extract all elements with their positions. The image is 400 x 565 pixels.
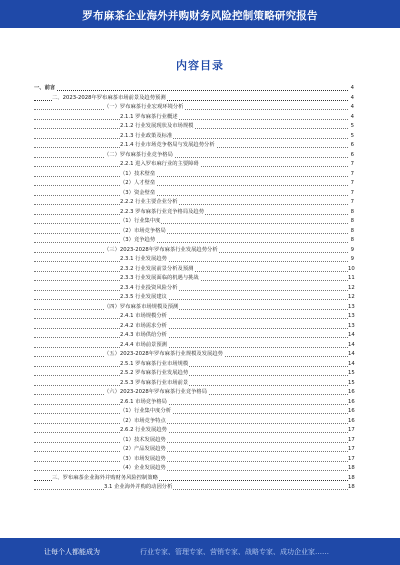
toc-entry-label: 2.3.1 行业发展趋势 (120, 255, 168, 265)
toc-entry-page: 7 (348, 189, 354, 199)
toc-entry[interactable] (34, 331, 354, 341)
dot-leader (34, 318, 348, 319)
header-bar (0, 0, 400, 28)
toc-entry-label: 2.1.2 行业发展现状及市场规模 (120, 122, 194, 132)
toc-entry[interactable] (34, 227, 354, 237)
toc-entry-page: 15 (348, 369, 354, 379)
dot-leader (34, 138, 348, 139)
toc-entry-page: 9 (348, 246, 354, 256)
toc-entry-page: 15 (348, 379, 354, 389)
toc-entry-label: 一、前言 (34, 84, 56, 94)
dot-leader (34, 337, 348, 338)
toc-entry-page: 4 (348, 94, 354, 104)
toc-entry-label: 2.3.4 行业投资风险分析 (120, 284, 179, 294)
toc-entry[interactable] (34, 312, 354, 322)
toc-entry-label: （五）2023-2028年罗布麻茶行业规模及发展趋势 (104, 350, 224, 360)
toc-entry-page: 17 (348, 436, 354, 446)
toc-entry-page: 4 (348, 84, 354, 94)
toc-entry-page: 16 (348, 398, 354, 408)
toc-entry[interactable] (34, 445, 354, 455)
toc-entry[interactable] (34, 322, 354, 332)
toc-heading: 内容目录 (176, 59, 224, 72)
toc-entry[interactable] (34, 360, 354, 370)
toc-entry[interactable] (34, 303, 354, 313)
dot-leader (34, 347, 348, 348)
toc-entry[interactable] (34, 132, 354, 142)
toc-entry-page: 9 (348, 255, 354, 265)
toc-entry-page: 16 (348, 407, 354, 417)
toc-entry-page: 18 (348, 464, 354, 474)
toc-entry[interactable] (34, 84, 354, 94)
toc-entry-page: 8 (348, 208, 354, 218)
toc-entry-page: 12 (348, 293, 354, 303)
toc-entry[interactable] (34, 113, 354, 123)
toc-entry-label: 2.2.1 进入罗布麻行业的主要障碍 (120, 160, 200, 170)
toc-entry-label: 2.3.3 行业发展面临的机遇与挑战 (120, 274, 200, 284)
toc-entry-label: （2）市场竞争特点 (120, 417, 167, 427)
toc-entry-label: （1）技术发展趋势 (120, 436, 167, 446)
toc-entry-page: 17 (348, 426, 354, 436)
report-title: 罗布麻茶企业海外并购财务风险控制策略研究报告 (82, 10, 318, 22)
toc-entry-label: 2.2.2 行业主要企业分析 (120, 198, 179, 208)
toc-entry[interactable] (34, 265, 354, 275)
dot-leader (34, 223, 348, 224)
toc-entry-page: 7 (348, 179, 354, 189)
toc-entry[interactable] (34, 379, 354, 389)
toc-entry[interactable] (34, 170, 354, 180)
toc-entry[interactable] (34, 293, 354, 303)
toc-entry[interactable] (34, 426, 354, 436)
toc-entry-page: 7 (348, 160, 354, 170)
toc-entry[interactable] (34, 474, 354, 484)
toc-entry-page: 13 (348, 312, 354, 322)
toc-entry-page: 13 (348, 322, 354, 332)
dot-leader (34, 404, 348, 405)
toc-entry-label: 2.4.3 市场供给分析 (120, 331, 168, 341)
dot-leader (34, 442, 348, 443)
toc-entry[interactable] (34, 483, 354, 493)
toc-entry-label: 二、2023-2028年罗布麻茶市场前景及趋势预测 (52, 94, 167, 104)
toc-entry-page: 17 (348, 455, 354, 465)
dot-leader (34, 233, 348, 234)
toc-entry-label: 2.5.2 罗布麻茶行业发展趋势 (120, 369, 189, 379)
toc-entry-label: 2.3.2 行业发展前景分析及预测 (120, 265, 194, 275)
toc-entry-page: 14 (348, 341, 354, 351)
toc-entry[interactable] (34, 217, 354, 227)
toc-entry-page: 6 (348, 141, 354, 151)
dot-leader (34, 204, 348, 205)
toc-entry-page: 7 (348, 170, 354, 180)
toc-entry[interactable] (34, 436, 354, 446)
toc-entry-page: 14 (348, 350, 354, 360)
toc-entry[interactable] (34, 255, 354, 265)
toc-entry-label: （三）2023-2028年罗布麻茶行业发展趋势分析 (104, 246, 219, 256)
toc-entry-page: 16 (348, 417, 354, 427)
dot-leader (34, 366, 348, 367)
toc-entry-page: 14 (348, 331, 354, 341)
dot-leader (34, 375, 348, 376)
toc-entry[interactable] (34, 388, 354, 398)
toc-entry-page: 8 (348, 236, 354, 246)
toc-entry[interactable] (34, 464, 354, 474)
dot-leader (34, 385, 348, 386)
toc-entry[interactable] (34, 208, 354, 218)
toc-entry-label: （1）技术壁垒 (120, 170, 156, 180)
toc-entry-label: 3.1 企业海外并购的动因分析 (104, 483, 173, 493)
footer-slogan: 让每个人都能成为 (44, 548, 100, 556)
toc-entry[interactable] (34, 179, 354, 189)
toc-entry-page: 18 (348, 474, 354, 484)
toc-entry[interactable] (34, 151, 354, 161)
dot-leader (34, 423, 348, 424)
toc-entry-page: 12 (348, 284, 354, 294)
toc-entry-page: 10 (348, 265, 354, 275)
dot-leader (34, 290, 348, 291)
toc-entry[interactable] (34, 141, 354, 151)
toc-entry-page: 4 (348, 103, 354, 113)
toc-entry[interactable] (34, 94, 354, 104)
dot-leader (34, 242, 348, 243)
toc-entry[interactable] (34, 398, 354, 408)
dot-leader (34, 328, 348, 329)
toc-entry-label: （4）企业发展趋势 (120, 464, 167, 474)
toc-entry-label: 2.6.2 行业发展趋势 (120, 426, 168, 436)
dot-leader (34, 451, 348, 452)
dot-leader (34, 109, 348, 110)
dot-leader (34, 90, 348, 91)
toc-entry-label: （一）罗布麻茶行业宏观环境分析 (104, 103, 184, 113)
toc-entry[interactable] (34, 236, 354, 246)
toc-entry-page: 18 (348, 483, 354, 493)
footer-bar (0, 538, 400, 565)
dot-leader (34, 461, 348, 462)
toc-entry-label: （2）市场竞争格局 (120, 227, 167, 237)
toc-entry-label: （二）罗布麻茶行业竞争格局 (104, 151, 174, 161)
toc-entry-page: 14 (348, 360, 354, 370)
toc-entry-page: 6 (348, 151, 354, 161)
toc-entry[interactable] (34, 407, 354, 417)
dot-leader (34, 195, 348, 196)
dot-leader (34, 157, 348, 158)
toc-entry[interactable] (34, 189, 354, 199)
toc-entry-page: 8 (348, 217, 354, 227)
table-of-contents (34, 84, 354, 493)
toc-entry-label: （四）罗布麻茶市场规模及预测 (104, 303, 179, 313)
toc-entry[interactable] (34, 350, 354, 360)
toc-entry[interactable] (34, 103, 354, 113)
toc-entry-page: 16 (348, 388, 354, 398)
dot-leader (34, 261, 348, 262)
toc-entry-label: 2.2.3 罗布麻茶行业竞争格局及趋势 (120, 208, 205, 218)
toc-entry[interactable] (34, 198, 354, 208)
toc-entry[interactable] (34, 284, 354, 294)
toc-entry-label: 2.5.1 罗布麻茶行业市场规模 (120, 360, 189, 370)
toc-entry-label: 2.1.4 行业市场竞争格局与发展趋势分析 (120, 141, 216, 151)
dot-leader (34, 432, 348, 433)
toc-entry-label: （六）2023-2028年罗布麻茶行业竞争格局 (104, 388, 208, 398)
toc-entry-page: 4 (348, 113, 354, 123)
dot-leader (34, 413, 348, 414)
dot-leader (34, 470, 348, 471)
toc-entry-label: （3）市场发展趋势 (120, 455, 167, 465)
dot-leader (34, 185, 348, 186)
toc-entry[interactable] (34, 246, 354, 256)
dot-leader (34, 176, 348, 177)
toc-entry-label: （3）竞争趋势 (120, 236, 156, 246)
dot-leader (34, 309, 348, 310)
toc-entry[interactable] (34, 455, 354, 465)
toc-entry-page: 13 (348, 303, 354, 313)
dot-leader (34, 489, 348, 490)
toc-entry-label: 2.4.1 市场规模分析 (120, 312, 168, 322)
toc-entry[interactable] (34, 341, 354, 351)
toc-entry-label: 2.4.2 市场需求分析 (120, 322, 168, 332)
toc-entry-label: （2）产品发展趋势 (120, 445, 167, 455)
toc-entry-page: 17 (348, 445, 354, 455)
toc-entry-page: 8 (348, 227, 354, 237)
footer-tagline: 行业专家、管理专家、营销专家、战略专家、成功企业家…… (140, 548, 329, 556)
toc-entry-label: 2.4.4 市场前景预测 (120, 341, 168, 351)
toc-entry[interactable] (34, 369, 354, 379)
toc-entry-label: 2.6.1 市场竞争格局 (120, 398, 168, 408)
toc-entry-page: 11 (348, 274, 354, 284)
toc-entry[interactable] (34, 160, 354, 170)
toc-entry-label: （1）行业集中度 (120, 217, 161, 227)
toc-entry[interactable] (34, 417, 354, 427)
toc-entry-label: 2.1.3 行业政策及标准 (120, 132, 173, 142)
dot-leader (34, 119, 348, 120)
toc-entry-label: 2.5.3 罗布麻茶行业市场前景 (120, 379, 189, 389)
toc-entry-page: 7 (348, 198, 354, 208)
toc-entry-label: （2）人才壁垒 (120, 179, 156, 189)
toc-entry[interactable] (34, 122, 354, 132)
dot-leader (34, 299, 348, 300)
toc-entry-label: 2.1.1 罗布麻茶行业概述 (120, 113, 179, 123)
toc-entry-label: （1）行业集中度分析 (120, 407, 172, 417)
toc-entry[interactable] (34, 274, 354, 284)
toc-entry-label: 三、罗布麻茶企业海外并购财务风险控制策略 (52, 474, 159, 484)
toc-entry-label: 2.3.5 行业发展建议 (120, 293, 168, 303)
toc-entry-label: （3）资金壁垒 (120, 189, 156, 199)
toc-entry-page: 5 (348, 122, 354, 132)
toc-entry-page: 5 (348, 132, 354, 142)
